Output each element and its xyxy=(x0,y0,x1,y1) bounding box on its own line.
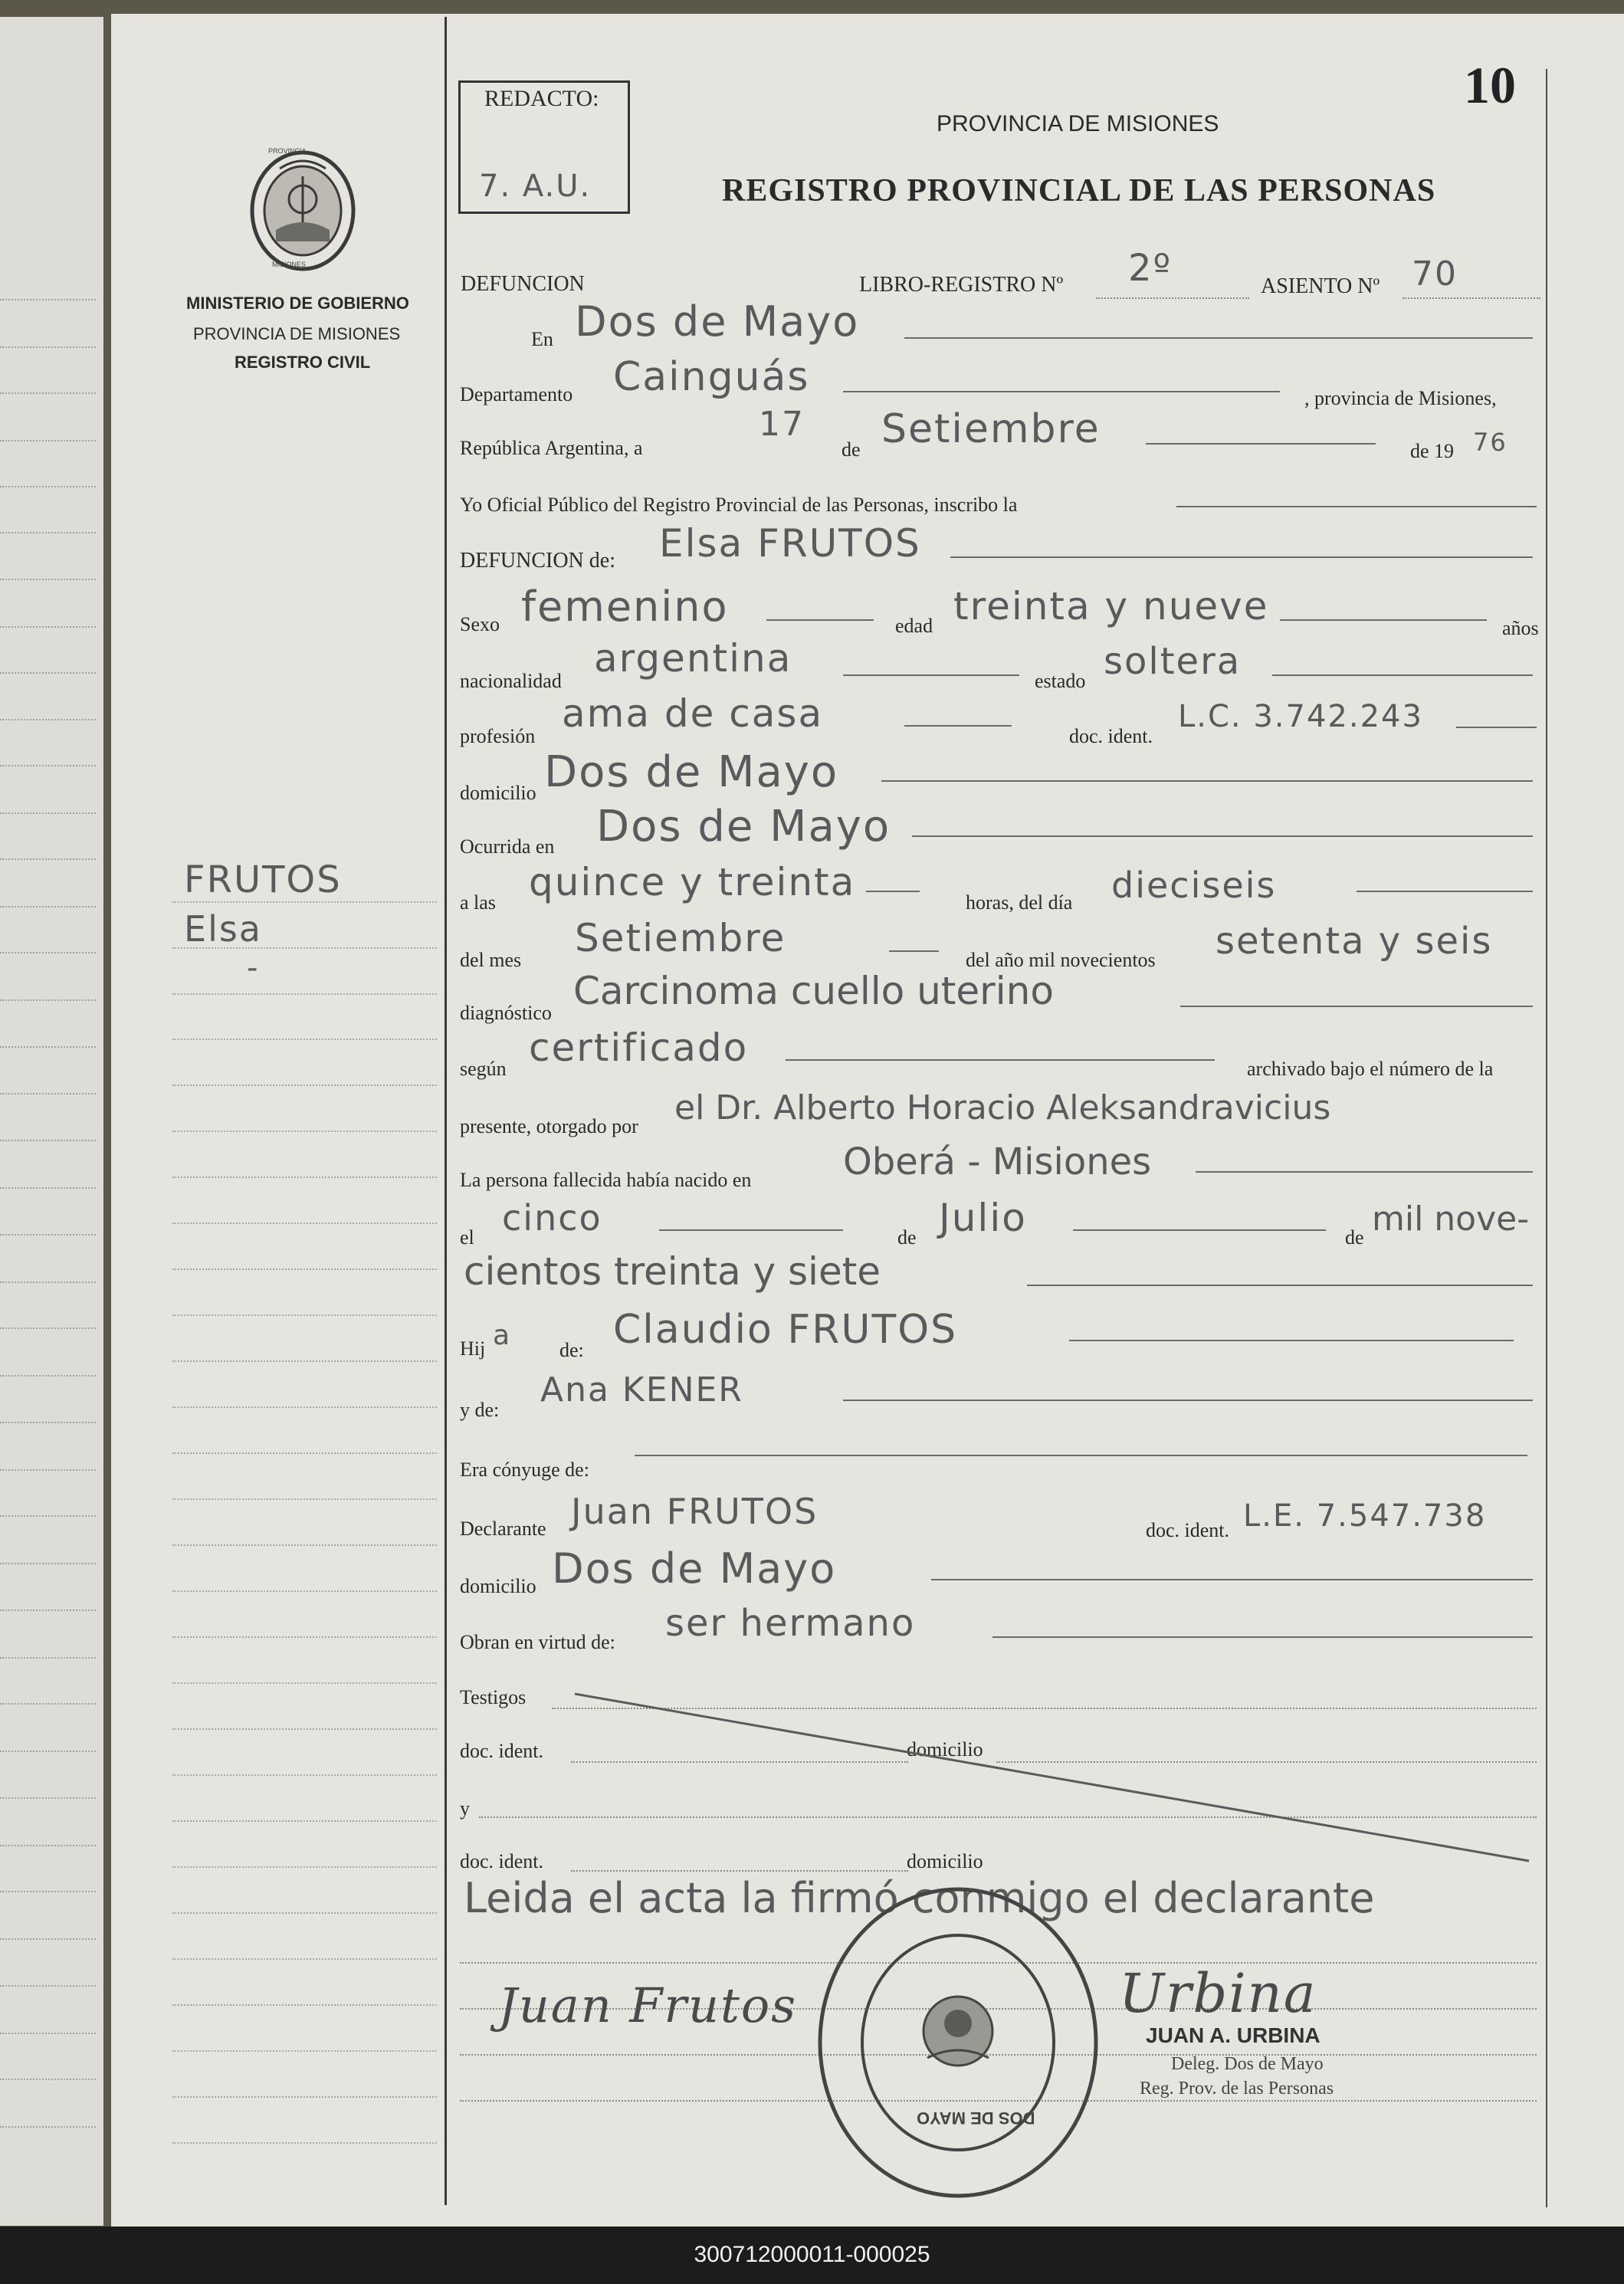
hij-de-label: de: xyxy=(559,1339,584,1361)
horas-label: horas, del día xyxy=(966,891,1073,914)
margin-divider xyxy=(445,17,447,2205)
redacto-value: 7. A.U. xyxy=(479,169,592,204)
declarante-value: Juan FRUTOS xyxy=(571,1491,819,1532)
redacto-label: REDACTO: xyxy=(484,86,599,111)
profesion-label: profesión xyxy=(460,725,536,747)
archivado-label: archivado bajo el número de la xyxy=(1247,1058,1494,1080)
stamp-inner-text: DOS DE MAYO xyxy=(917,2108,1035,2128)
diagnostico-label: diagnóstico xyxy=(460,1002,552,1024)
nacido-label: La persona fallecida había nacido en xyxy=(460,1169,752,1191)
margin-name: Elsa xyxy=(184,908,262,950)
libro-label: LIBRO-REGISTRO Nº xyxy=(859,273,1064,297)
departamento-label: Departamento xyxy=(460,383,573,405)
testigos-label: Testigos xyxy=(460,1686,527,1708)
presente-label: presente, otorgado por xyxy=(460,1115,638,1137)
provincia-suffix: , provincia de Misiones, xyxy=(1304,387,1497,409)
ocurrida-value: Dos de Mayo xyxy=(596,802,891,852)
en-value: Dos de Mayo xyxy=(575,297,860,346)
defuncion-de-label: DEFUNCION de: xyxy=(460,549,615,573)
anio-label: del año mil novecientos xyxy=(966,949,1156,971)
madre-name: Ana KENER xyxy=(540,1370,743,1409)
record-type: DEFUNCION xyxy=(461,272,585,296)
nac-year-1: mil nove- xyxy=(1372,1199,1530,1239)
year-value: 76 xyxy=(1473,428,1508,457)
official-signature: Urbina xyxy=(1119,1962,1317,2025)
libro-value: 2º xyxy=(1128,247,1173,290)
padre-name: Claudio FRUTOS xyxy=(613,1307,958,1353)
month-value: Setiembre xyxy=(881,406,1101,452)
decl-doc-value: L.E. 7.547.738 xyxy=(1243,1498,1487,1534)
republica-label: República Argentina, a xyxy=(460,437,643,459)
testigo2-doc-label: doc. ident. xyxy=(460,1850,544,1872)
registry-stamp-icon xyxy=(812,1882,1104,2204)
domicilio-label: domicilio xyxy=(460,782,536,804)
ministry-line-2: PROVINCIA DE MISIONES xyxy=(193,324,401,343)
testigo1-domicilio-label: domicilio xyxy=(907,1738,983,1761)
edad-label: edad xyxy=(895,615,933,637)
nacionalidad-value: argentina xyxy=(594,636,792,681)
departamento-value: Cainguás xyxy=(613,354,810,400)
year-label: de 19 xyxy=(1410,440,1455,462)
segun-label: según xyxy=(460,1058,507,1080)
nac-year-2: cientos treinta y siete xyxy=(464,1249,881,1294)
asiento-label: ASIENTO Nº xyxy=(1261,274,1380,298)
mes-label: del mes xyxy=(460,949,522,971)
seal-bottom-text: MISIONES xyxy=(272,261,307,268)
oficial-text: Yo Oficial Público del Registro Provincial de las Personas, inscribo la xyxy=(460,494,1018,516)
official-name: JUAN A. URBINA xyxy=(1146,2023,1321,2047)
right-border xyxy=(1546,69,1547,2207)
nacionalidad-label: nacionalidad xyxy=(460,670,562,692)
seal-top-text: PROVINCIA xyxy=(268,147,307,155)
domicilio-value: Dos de Mayo xyxy=(544,747,839,797)
nac-de2-label: de xyxy=(1345,1226,1364,1249)
page-number: 10 xyxy=(1464,56,1516,114)
testigos-strike-line xyxy=(571,1686,1537,1870)
testigo1-doc-label: doc. ident. xyxy=(460,1740,544,1762)
alas-label: a las xyxy=(460,891,496,914)
presente-value: el Dr. Alberto Horacio Aleksandravicius xyxy=(674,1088,1331,1127)
document-id: 300712000011-000025 xyxy=(694,2242,930,2267)
margin-surname: FRUTOS xyxy=(184,858,342,901)
declarante-signature: Juan Frutos xyxy=(498,1977,798,2033)
provincial-seal-icon xyxy=(245,146,360,276)
doc-value: L.C. 3.742.243 xyxy=(1178,699,1423,734)
obran-value: ser hermano xyxy=(665,1602,916,1645)
dia-value: dieciseis xyxy=(1111,865,1277,906)
decl-domicilio-label: domicilio xyxy=(460,1575,536,1597)
diagnostico-value: Carcinoma cuello uterino xyxy=(573,969,1054,1013)
nac-de-label: de xyxy=(897,1226,917,1249)
declarante-label: Declarante xyxy=(460,1518,546,1540)
estado-value: soltera xyxy=(1104,640,1242,683)
el-label: el xyxy=(460,1226,474,1249)
anio-value: setenta y seis xyxy=(1216,920,1493,963)
conyuge-label: Era cónyuge de: xyxy=(460,1459,589,1481)
sexo-value: femenino xyxy=(521,582,729,631)
en-label: En xyxy=(531,328,553,350)
nac-day: cinco xyxy=(502,1197,602,1239)
margin-mark: - xyxy=(247,950,260,986)
estado-label: estado xyxy=(1035,670,1086,692)
ocurrida-label: Ocurrida en xyxy=(460,835,555,858)
yde-label: y de: xyxy=(460,1399,500,1421)
left-page-edge xyxy=(0,17,103,2226)
segun-value: certificado xyxy=(529,1026,749,1070)
ministry-line-3: REGISTRO CIVIL xyxy=(235,353,371,372)
testigo2-domicilio-label: domicilio xyxy=(907,1850,983,1872)
hij-label: Hij xyxy=(460,1337,486,1360)
anos-label: años xyxy=(1502,617,1539,639)
asiento-value: 70 xyxy=(1412,254,1458,294)
deceased-name: Elsa FRUTOS xyxy=(659,521,921,566)
hij-suffix: a xyxy=(493,1320,512,1351)
closing-text: Leida el acta la firmó conmigo el declarante xyxy=(464,1874,1375,1922)
profesion-value: ama de casa xyxy=(562,691,824,736)
obran-label: Obran en virtud de: xyxy=(460,1631,615,1653)
sexo-label: Sexo xyxy=(460,613,500,635)
doc-label: doc. ident. xyxy=(1069,725,1153,747)
day-value: 17 xyxy=(759,405,805,444)
ministry-line-1: MINISTERIO DE GOBIERNO xyxy=(186,294,409,313)
province-heading: PROVINCIA DE MISIONES xyxy=(937,111,1219,136)
edad-value: treinta y nueve xyxy=(953,584,1269,628)
decl-domicilio-value: Dos de Mayo xyxy=(552,1544,837,1593)
mes-value: Setiembre xyxy=(575,916,786,960)
de-label: de xyxy=(842,438,861,461)
registry-heading: REGISTRO PROVINCIAL DE LAS PERSONAS xyxy=(722,173,1436,208)
nacido-value: Oberá - Misiones xyxy=(843,1140,1152,1183)
official-title-1: Deleg. Dos de Mayo xyxy=(1171,2054,1324,2074)
official-title-2: Reg. Prov. de las Personas xyxy=(1140,2079,1334,2099)
hora-value: quince y treinta xyxy=(529,860,856,904)
decl-doc-label: doc. ident. xyxy=(1146,1519,1230,1541)
nac-month: Julio xyxy=(939,1196,1027,1240)
y-label: y xyxy=(460,1797,470,1820)
